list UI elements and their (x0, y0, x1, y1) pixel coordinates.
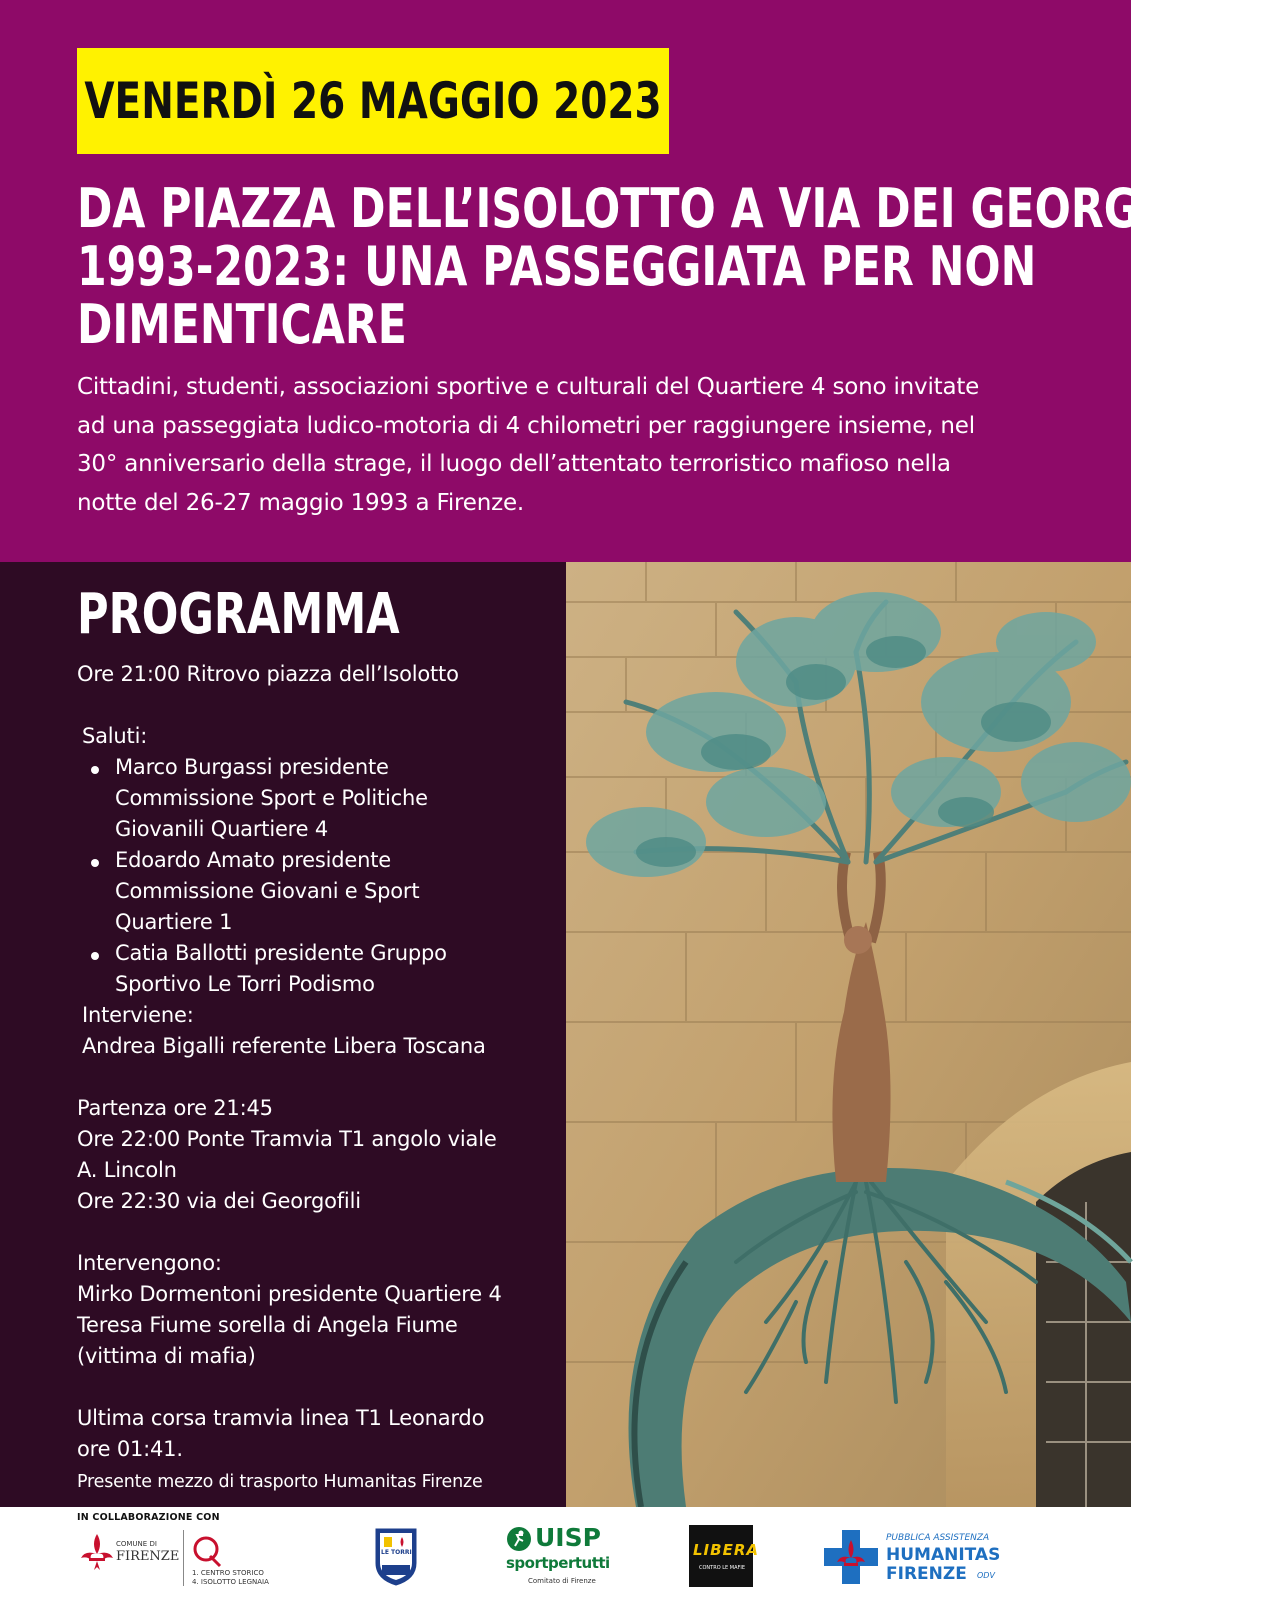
comune-firenze-lily-icon (77, 1530, 117, 1574)
le-torri-label: LE TORRI (381, 1549, 412, 1556)
event-description (77, 368, 1077, 522)
greeting-line: Sportivo Le Torri Podismo (115, 972, 375, 996)
humanitas-line-2: HUMANITAS (886, 1545, 1001, 1565)
speaker-label: Interviene: (82, 1003, 194, 1027)
description-line: Cittadini, studenti, associazioni sportive e culturali del Quartiere 4 sono invitate (77, 374, 980, 400)
route-line: A. Lincoln (77, 1158, 177, 1182)
description-line: 30° anniversario della strage, il luogo dell’attentato terroristico mafioso nella (77, 451, 951, 477)
uisp-committee: Comitato di Firenze (528, 1577, 596, 1585)
speakers-line: Mirko Dormentoni presidente Quartiere 4 (77, 1282, 502, 1306)
logo-divider (183, 1530, 184, 1586)
greeting-line: Catia Ballotti presidente Gruppo (115, 941, 447, 965)
speakers-line: Teresa Fiume sorella di Angela Fiume (77, 1313, 458, 1337)
uisp-name: UISP (535, 1523, 601, 1552)
description-line: ad una passeggiata ludico-motoria di 4 chilometri per raggiungere insieme, nel (77, 412, 975, 439)
speakers-label: Intervengono: (77, 1251, 222, 1275)
collaboration-label: IN COLLABORAZIONE CON (77, 1512, 220, 1523)
event-date: VENERDÌ 26 MAGGIO 2023 (84, 72, 662, 130)
event-title (77, 177, 1279, 356)
greetings-label: Saluti: (82, 724, 148, 748)
humanitas-line-1: PUBBLICA ASSISTENZA (886, 1533, 990, 1543)
transport-note: Presente mezzo di trasporto Humanitas Firenze (77, 1472, 483, 1492)
meeting-time: Ore 21:00 Ritrovo piazza dell’Isolotto (77, 662, 459, 686)
description-line: notte del 26-27 maggio 1993 a Firenze. (77, 489, 525, 516)
humanitas-odv: ODV (977, 1571, 995, 1580)
le-torri-shield-icon (372, 1525, 420, 1587)
comune-label-2: FIRENZE (116, 1549, 180, 1564)
speakers-line: (vittima di mafia) (77, 1344, 256, 1368)
humanitas-cross-icon (822, 1528, 880, 1586)
greeting-line: Commissione Giovani e Sport (115, 879, 420, 903)
title-line: DIMENTICARE (77, 293, 407, 356)
uisp-runner-icon (506, 1526, 532, 1552)
sculpture-photo (566, 562, 1131, 1507)
greeting-line: Quartiere 1 (115, 910, 233, 934)
quartiere-label-1: 1. CENTRO STORICO (192, 1569, 264, 1577)
route-line: Ore 22:30 via dei Georgofili (77, 1189, 361, 1213)
humanitas-line-3: FIRENZE (886, 1564, 967, 1584)
title-line: DA PIAZZA DELL’ISOLOTTO A VIA DEI GEORGOFILI. (77, 177, 1279, 240)
bullet (91, 766, 99, 774)
libera-name: LIBERA (693, 1541, 759, 1559)
olive-tree-sculpture-image (566, 562, 1131, 1507)
bullet (91, 952, 99, 960)
route-line: Ore 22:00 Ponte Tramvia T1 angolo viale (77, 1127, 497, 1151)
comune-label-1: COMUNE DI (116, 1540, 157, 1548)
quartiere-label-2: 4. ISOLOTTO LEGNAIA (192, 1578, 269, 1586)
libera-subtitle: CONTRO LE MAFIE (699, 1565, 745, 1571)
greeting-line: Edoardo Amato presidente (115, 848, 391, 872)
date-banner (77, 48, 669, 154)
program-title: PROGRAMMA (77, 582, 400, 647)
greeting-line: Giovanili Quartiere 4 (115, 817, 328, 841)
route-line: Partenza ore 21:45 (77, 1096, 273, 1120)
quartiere-q-icon (190, 1534, 224, 1568)
greeting-line: Marco Burgassi presidente (115, 755, 389, 779)
last-tram-line: Ultima corsa tramvia linea T1 Leonardo (77, 1406, 485, 1430)
last-tram-line: ore 01:41. (77, 1437, 183, 1461)
uisp-tagline: sportpertutti (506, 1554, 610, 1572)
libera-logo (689, 1525, 759, 1587)
bullet (91, 859, 99, 867)
greeting-line: Commissione Sport e Politiche (115, 786, 428, 810)
title-line: 1993-2023: UNA PASSEGGIATA PER NON (77, 235, 1037, 298)
speaker-name: Andrea Bigalli referente Libera Toscana (82, 1034, 486, 1058)
